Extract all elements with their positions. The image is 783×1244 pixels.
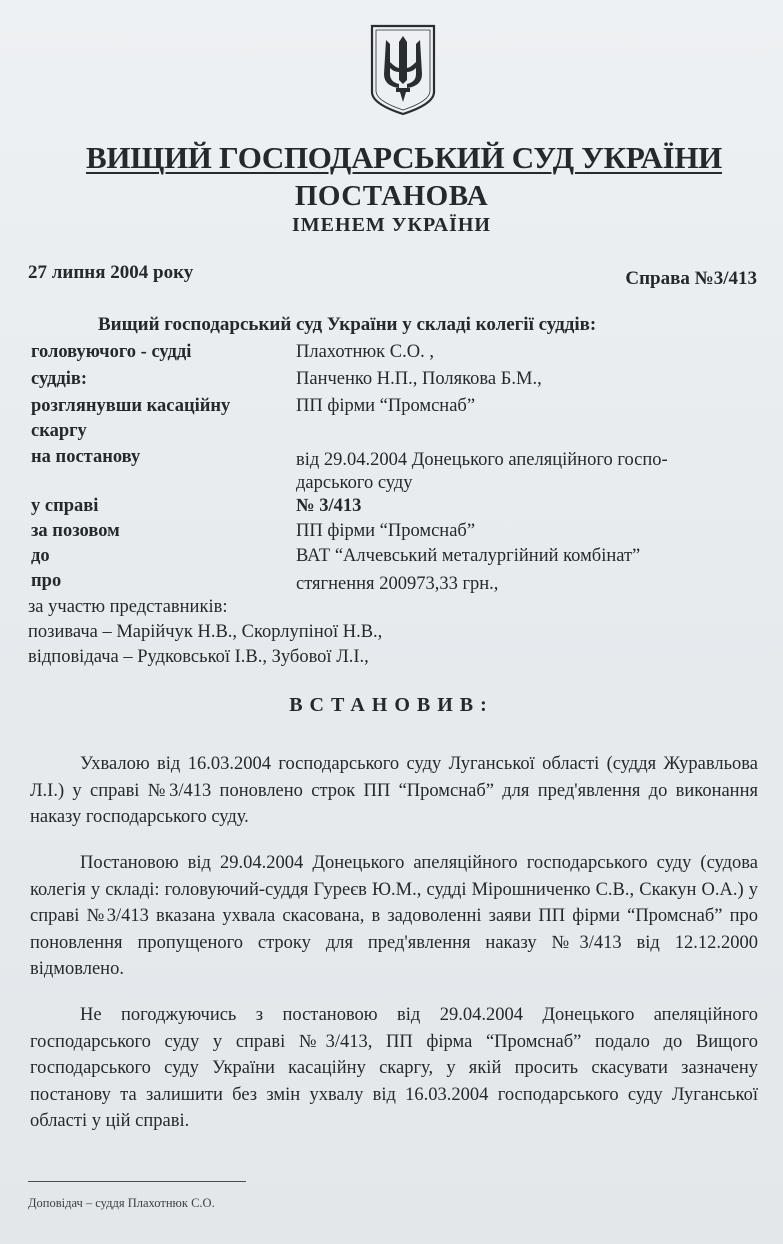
- field-label-case: у справі: [31, 496, 99, 516]
- representatives-plaintiff: позивача – Марійчук Н.В., Скорлупіної Н.В.,: [28, 622, 383, 642]
- ruling-heading: ВСТАНОВИВ:: [289, 694, 494, 716]
- document-subtitle: ІМЕНЕМ УКРАЇНИ: [292, 214, 491, 236]
- field-label-claim: за позовом: [31, 521, 120, 541]
- paragraph-3: Не погоджуючись з постановою від 29.04.2004 Донецького апеляційного господарського суду у справі №3/413, ПП фірма “Промснаб” подало до Вищого господарського суду України касаційну скаргу, у якій просить скасувати зазначену постанову та залишити без змін ухвалу від 16.03.2004 господарського суду Луганської області у цій справі.: [30, 1005, 758, 1131]
- field-value-resolution-cont: дарського суду: [296, 473, 413, 493]
- field-value-judges: Панченко Н.П., Полякова Б.М.,: [296, 369, 542, 389]
- field-value-defendant: ВАТ “Алчевський металургійний комбінат”: [296, 546, 641, 566]
- field-value-presiding: Плахотнюк С.О. ,: [296, 342, 434, 362]
- field-label-presiding: головуючого - судді: [31, 342, 192, 362]
- field-value-claim: ПП фірми “Промснаб”: [296, 521, 476, 541]
- document-type: ПОСТАНОВА: [294, 180, 489, 212]
- representatives-intro: за участю представників:: [28, 597, 228, 617]
- trident-emblem-icon: [366, 22, 440, 116]
- field-label-judges: суддів:: [31, 369, 88, 389]
- field-value-subject: стягнення 200973,33 грн.,: [296, 574, 499, 594]
- field-value-case: № 3/413: [296, 496, 362, 516]
- case-number: Справа №3/413: [625, 268, 757, 289]
- panel-intro: Вищий господарський суд України у складі колегії суддів:: [98, 314, 597, 335]
- footnote: Доповідач – суддя Плахотнюк С.О.: [28, 1196, 215, 1210]
- representatives-defendant: відповідача – Рудковської І.В., Зубової Л.І.,: [28, 647, 369, 667]
- paragraph-2: Постановою від 29.04.2004 Донецького апеляційного господарського суду (судова колегія у складі: головуючий-суддя Гуреєв Ю.М., судді Мірошниченко С.В., Скакун О.А.) у справі №3/413 вказана ухвала скасована, в задоволенні заяви ПП фірми “Промснаб” про поновлення пропущеного строку для пред'явлення наказу №3/413 від 12.12.2000 відмовлено.: [30, 853, 758, 979]
- field-value-resolution: від 29.04.2004 Донецького апеляційного госпо-: [296, 450, 668, 470]
- field-label-subject: про: [31, 571, 62, 591]
- decision-date: 27 липня 2004 року: [28, 262, 194, 283]
- paragraph-1: Ухвалою від 16.03.2004 господарського суду Луганської області (суддя Журавльова Л.І.) у справі №3/413 поновлено строк ПП “Промснаб” для пред'явлення до виконання наказу господарського суду.: [30, 754, 758, 827]
- field-label-complaint: розглянувши касаційну: [31, 396, 231, 416]
- field-value-complaint: ПП фірми “Промснаб”: [296, 396, 476, 416]
- field-label-complaint-cont: скаргу: [31, 421, 87, 441]
- field-label-resolution: на постанову: [31, 447, 141, 467]
- footnote-divider: [28, 1181, 246, 1182]
- court-name: ВИЩИЙ ГОСПОДАРСЬКИЙ СУД УКРАЇНИ: [86, 140, 722, 175]
- field-label-defendant: до: [31, 546, 50, 566]
